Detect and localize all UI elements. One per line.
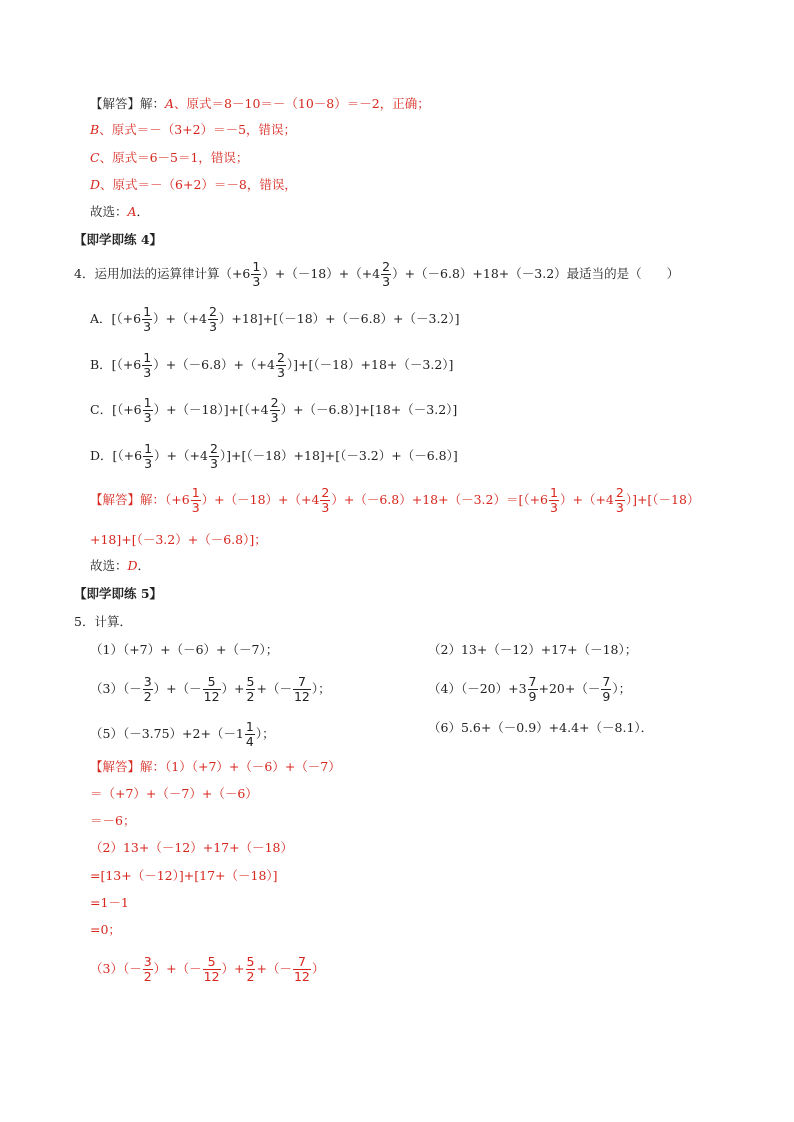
problem-4: （4）（－20）+3 $\frac{7}{9}$ +20+（－ $\frac{7}{9}$ ）；: [428, 674, 632, 704]
fraction: $\frac{5}{12}$: [203, 674, 220, 704]
answer-3-line-5: 故选：A．: [90, 204, 150, 219]
problem-6: （6）5.6+（－0.9）+4.4+（－8.1）．: [428, 720, 654, 735]
option-c: C．[（+6 $\frac{1}{3}$ ）+（－18）]+[（+4 $\frac{2}{3}$ ）+（－6.8）]+[18+（－3.2）]: [90, 395, 458, 425]
answer-5-line-4: （2）13+（－12）+17+（－18）: [90, 840, 293, 855]
option-a: A．[（+6 $\frac{1}{3}$ ）+（+4 $\frac{2}{3}$ ）+18]+[（－18）+（－6.8）+（－3.2）]: [90, 304, 460, 334]
fraction: $\frac{2}{3}$: [276, 350, 285, 380]
fraction: $\frac{3}{2}$: [143, 674, 152, 704]
fraction: $\frac{5}{2}$: [246, 954, 255, 984]
fraction: $\frac{1}{3}$: [143, 350, 152, 380]
section-title-5: 【即学即练 5】: [74, 586, 163, 601]
fraction: $\frac{2}{3}$: [209, 441, 218, 471]
answer-3-line-1: 【解答】解：A、原式＝8－10＝－（10－8）＝－2，正确；: [90, 96, 430, 111]
answer-4-line-2: +18]+[（－3.2）+（－6.8）]；: [90, 532, 267, 547]
fraction: $\frac{7}{12}$: [293, 954, 310, 984]
answer-5-line-5: =[13+（－12）]+[17+（－18）]: [90, 868, 278, 883]
fraction: $\frac{7}{9}$: [528, 674, 537, 704]
fraction: $\frac{3}{2}$: [143, 954, 152, 984]
answer-5-line-6: =1－1: [90, 895, 129, 910]
answer-5-line-8: （3）（－ $\frac{3}{2}$ ）+（－ $\frac{5}{12}$ ）+ $\frac{5}{2}$ +（－ $\frac{7}{12}$ ）: [90, 954, 325, 984]
fraction: $\frac{1}{3}$: [144, 441, 153, 471]
fraction: $\frac{1}{3}$: [143, 395, 152, 425]
fraction: $\frac{1}{3}$: [252, 259, 261, 289]
fraction: $\frac{5}{12}$: [203, 954, 220, 984]
answer-5-line-3: ＝－6；: [90, 813, 136, 828]
section-title-4: 【即学即练 4】: [74, 232, 163, 247]
answer-5-line-2: ＝（+7）+（－7）+（－6）: [90, 786, 258, 801]
fraction: $\frac{1}{3}$: [550, 485, 558, 515]
option-b: B．[（+6 $\frac{1}{3}$ ）+（－6.8）+（+4 $\frac{2}{3}$ ）]+[（－18）+18+（－3.2）]: [90, 350, 454, 380]
fraction: $\frac{2}{3}$: [321, 485, 330, 515]
fraction: $\frac{5}{2}$: [246, 674, 255, 704]
fraction: $\frac{7}{12}$: [293, 674, 310, 704]
answer-4-line-1: 【解答】解：（+6 $\frac{1}{3}$ ）+（－18）+（+4 $\frac{2}{3}$ ）+（－6.8）+18+（－3.2）＝[（+6 $\frac{1}{3}$ ）+（+4 $\frac{2}{3}$ ）]+[（－18）: [90, 485, 700, 515]
fraction: $\frac{1}{3}$: [191, 485, 200, 515]
question-4-stem: 4．运用加法的运算律计算（+6 $\frac{1}{3}$ ）+（－18）+（+4 $\frac{2}{3}$ ）+（－6.8）+18+（－3.2）最适当的是（ ）: [74, 259, 680, 289]
fraction: $\frac{2}{3}$: [208, 304, 217, 334]
answer-3-line-4: D、原式＝－（6+2）＝－8，错误，: [90, 177, 297, 192]
problem-5: （5）（－3.75）+2+（－1 $\frac{1}{4}$ ）；: [90, 719, 275, 749]
problem-2: （2）13+（－12）+17+（－18）；: [428, 642, 638, 657]
fraction: $\frac{2}{3}$: [615, 485, 624, 515]
question-5-stem: 5．计算．: [74, 614, 132, 629]
problem-3: （3）（－ $\frac{3}{2}$ ）+（－ $\frac{5}{12}$ ）+ $\frac{5}{2}$ +（－ $\frac{7}{12}$ ）；: [90, 674, 331, 704]
answer-3-line-2: B、原式＝－（3+2）＝－5，错误；: [90, 122, 297, 137]
option-d: D．[（+6 $\frac{1}{3}$ ）+（+4 $\frac{2}{3}$ ）]+[（－18）+18]+[（－3.2）+（－6.8）]: [90, 441, 458, 471]
fraction: $\frac{1}{3}$: [143, 304, 152, 334]
answer-5-line-7: =0；: [90, 922, 121, 937]
fraction: $\frac{2}{3}$: [382, 259, 391, 289]
problem-1: （1）（+7）+（－6）+（－7）；: [90, 642, 279, 657]
answer-3-line-3: C、原式＝6－5＝1，错误；: [90, 150, 249, 165]
answer-4-line-3: 故选：D．: [90, 558, 151, 573]
fraction: $\frac{2}{3}$: [270, 395, 279, 425]
fraction: $\frac{7}{9}$: [602, 674, 611, 704]
answer-5-line-1: 【解答】解：（1）（+7）+（－6）+（－7）: [90, 759, 341, 774]
fraction: $\frac{1}{4}$: [245, 719, 254, 749]
